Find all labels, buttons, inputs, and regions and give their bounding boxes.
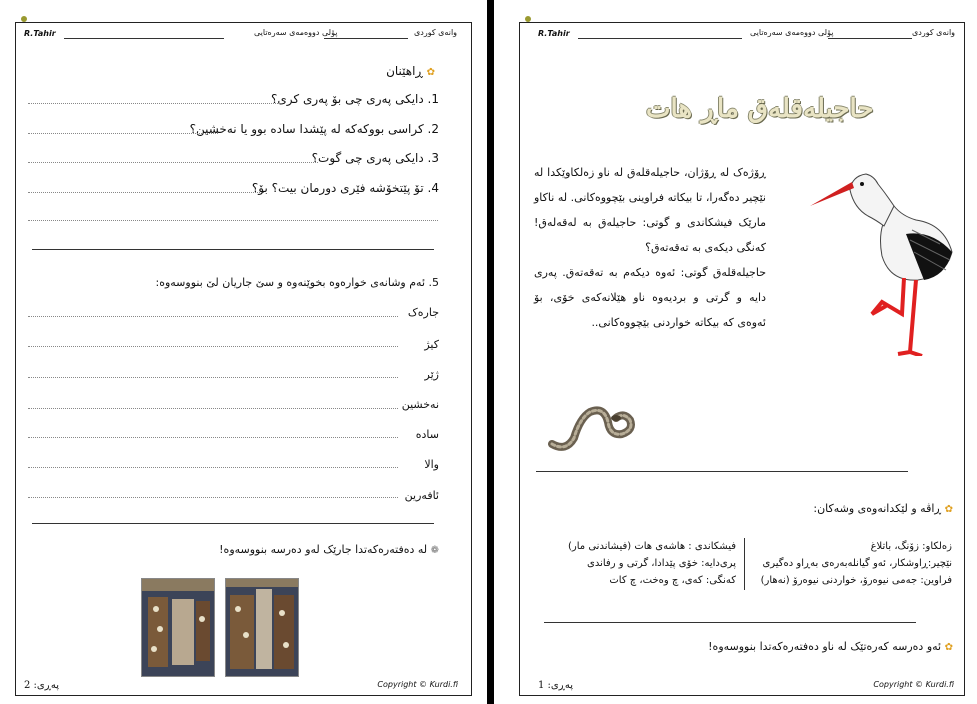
vocab-item: کەنگی: کەی، چ وەخت، چ کات [609, 575, 736, 586]
header-author: R.Tahir [24, 29, 56, 38]
header-author: R.Tahir [538, 29, 570, 38]
vocab-item: فراوین: جەمی نیوەرۆ، خواردنی نیوەرۆ (نەهار) [760, 575, 952, 586]
word-item: نەخشین [401, 398, 439, 411]
answer-line[interactable] [28, 192, 264, 193]
page-number: پەڕی: 2 [24, 680, 59, 691]
sewing-photo-icon [225, 578, 299, 677]
header-level: پۆلی دووەمەی سەرەتایی [750, 28, 834, 37]
instruction: ❁ لە دەفتەرەکەتدا جارێک لەو دەرسە بنووسەوە! [219, 543, 439, 556]
header-subject: وانەی کوردی [414, 28, 458, 37]
writing-line[interactable] [28, 437, 398, 438]
vocab-item: نێچیر:ڕاوشکار، ئەو گیانلەبەرەی بەڕاو دەگیری [762, 558, 952, 569]
header-subject: وانەی کوردی [912, 28, 956, 37]
worksheet-page-right [494, 0, 977, 704]
page-header [24, 28, 458, 42]
story-paragraph: ڕۆژەک لە ڕۆژان، حاجیلەقلەق لە ناو زەلکاوێکدا لە نێچیر دەگەرا، تا بیکاتە فراوینی بێچووەکانی. لە ناکاو مارێک فیشکاندی و گوتی: حاجیلەق بە لەقەلەق! کەنگی دیکەی بە تەقەتەق؟ [534, 166, 766, 254]
divider [536, 471, 908, 472]
divider [32, 249, 434, 250]
word-item: جارەک [407, 306, 439, 319]
question-3: 3. دایکی پەری چی گوت؟ [311, 151, 439, 165]
word-item: ئافەرین [404, 489, 439, 502]
section-title: ✿ ڕاهێنان [386, 64, 435, 78]
writing-line[interactable] [28, 467, 398, 468]
answer-line[interactable] [28, 133, 218, 134]
worksheet-page-left [0, 0, 487, 704]
snake-illustration-icon [546, 398, 636, 454]
question-2: 2. کراسی بووکەکە لە پێشدا سادە بوو یا نەخشین؟ [189, 122, 439, 136]
writing-line[interactable] [28, 408, 398, 409]
sewing-photo-icon [141, 578, 215, 677]
writing-line[interactable] [28, 377, 398, 378]
question-5: 5. ئەم وشانەی خوارەوە بخوێنەوە و سێ جاریان لێ بنووسەوە: [155, 276, 439, 289]
page-footer [24, 680, 458, 692]
word-item: والا [424, 458, 439, 471]
vocab-list-right [738, 538, 952, 589]
word-item: ژێر [424, 368, 439, 381]
word-item: سادە [415, 428, 439, 441]
divider [544, 622, 916, 623]
header-level: پۆلی دووەمەی سەرەتایی [254, 28, 338, 37]
page-header [538, 28, 954, 42]
writing-line[interactable] [28, 497, 398, 498]
story-paragraph: حاجیلەقلەق گوتی: ئەوە دیکەم بە تەقەتەق. پەری دایە و گرتی و بردیەوە ناو هێلانەکەی خۆی، بۆ ئەوەی کە بیکاتە خواردنی بێچووەکانی.. [534, 266, 766, 329]
copyright: Copyright © Kurdi.fi [377, 680, 458, 689]
answer-line[interactable] [28, 162, 318, 163]
instruction: ✿ ئەو دەرسە کەرەتێک لە ناو دەفتەرەکەتدا بنووسەوە! [708, 640, 953, 653]
divider [32, 523, 434, 524]
vocab-list-left [534, 538, 736, 589]
writing-line[interactable] [28, 346, 398, 347]
vocab-item: فیشکاندی : هاشەی هات (فیشاندنی مار) [568, 541, 736, 552]
answer-line[interactable] [28, 220, 438, 221]
vocab-title: ✿ ڕاڤە و لێکدانەوەی وشەکان: [813, 502, 953, 515]
lesson-title: حاجیلەقلەق ماڕ هات [646, 94, 874, 124]
word-item: کیژ [424, 338, 439, 351]
answer-line[interactable] [28, 103, 280, 104]
vocab-item: زەلکاو: زۆنگ، باتلاغ [870, 541, 952, 552]
stork-illustration-icon [806, 164, 956, 356]
vocab-divider [744, 538, 745, 590]
question-4: 4. تۆ پێتخۆشە فێری دورمان بیت؟ بۆ؟ [251, 181, 439, 195]
page-number: پەڕی: 1 [538, 680, 573, 691]
page-footer [538, 680, 954, 692]
copyright: Copyright © Kurdi.fi [873, 680, 954, 689]
writing-line[interactable] [28, 316, 398, 317]
question-1: 1. دایکی پەری چی بۆ پەری کری؟ [271, 92, 439, 106]
story-text [534, 160, 766, 335]
vocab-item: پری‌دایە: خۆی پێدادا، گرتی و رفاندی [587, 558, 736, 569]
